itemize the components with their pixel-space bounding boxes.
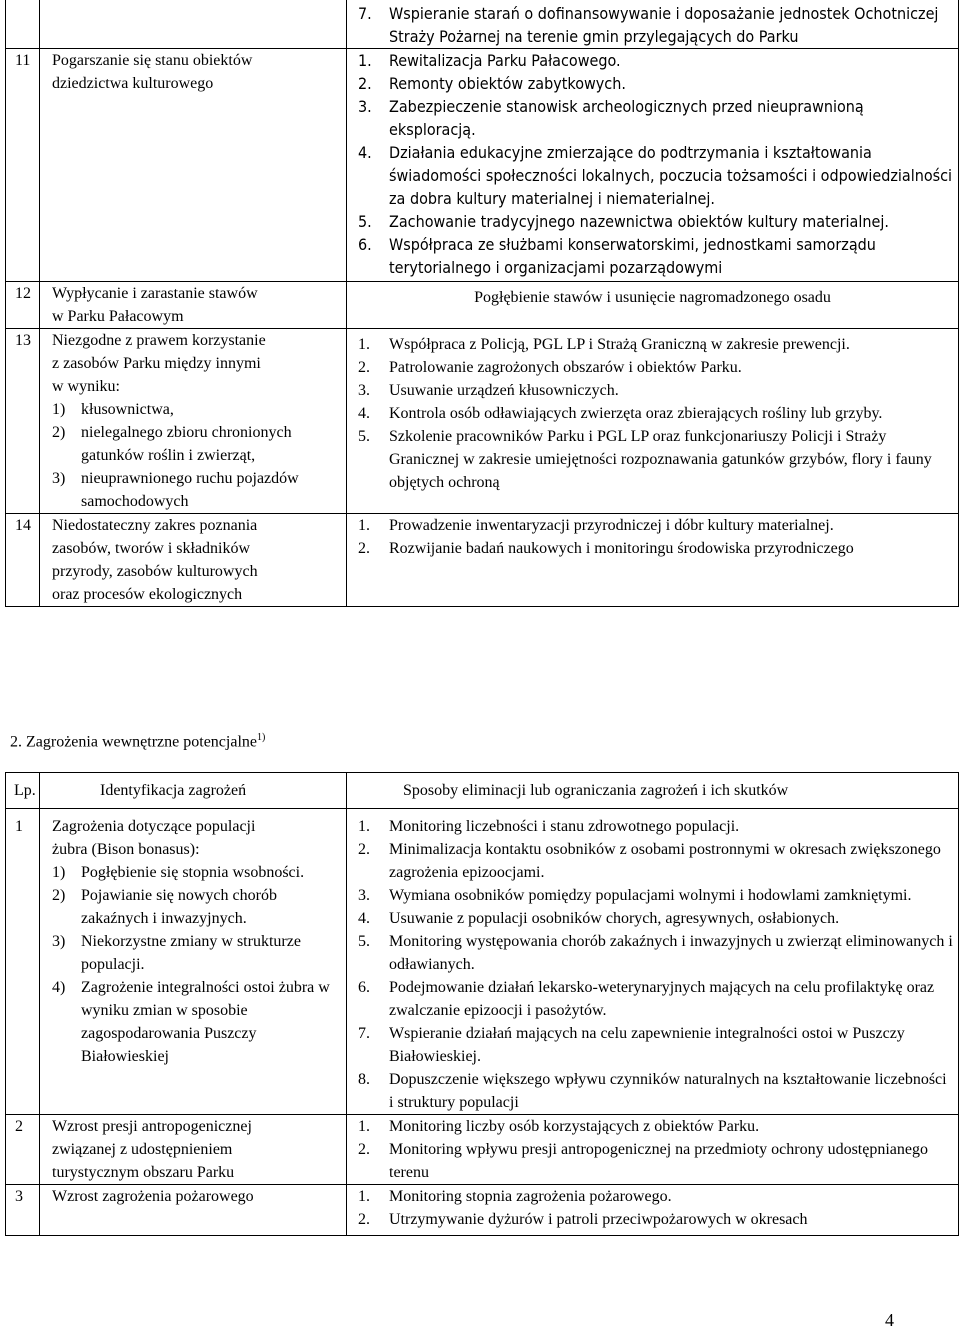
sublist-number: 3)	[52, 470, 66, 487]
lp-cell	[6, 282, 40, 329]
sublist-text: Pogłębienie się stopnia wsobności.	[81, 864, 305, 881]
measure-text: Zabezpieczenie stanowisk archeologicznych przed nieuprawnioną eksploracją.	[389, 97, 864, 139]
measure-text: Rewitalizacja Parku Pałacowego.	[389, 51, 621, 70]
measure-text: Monitoring liczby osób korzystających z obiektów Parku.	[389, 1118, 760, 1135]
identification-cell	[40, 809, 347, 1115]
sublist-item	[40, 930, 346, 976]
measures-cell	[347, 809, 959, 1115]
measure-text: Wspieranie działań mających na celu zapewnienie integralności ostoi w Puszczy Białowieskiej.	[389, 1025, 905, 1065]
identification-cell	[40, 329, 347, 514]
table-row	[6, 49, 959, 282]
identification-cell	[40, 49, 347, 282]
lp-cell	[6, 514, 40, 607]
measure-number: 4.	[358, 143, 372, 162]
sublist-number: 1)	[52, 864, 66, 881]
measure-number: 2.	[358, 1141, 370, 1158]
measure-item	[347, 1185, 958, 1208]
measure-number: 1.	[358, 1118, 370, 1135]
measure-number: 2.	[358, 1211, 370, 1228]
measure-text: Minimalizacja kontaktu osobników z osobami postronnymi w okresach zwiększonego zagrożenia epizoocjami.	[389, 841, 941, 881]
measures-cell	[347, 329, 959, 514]
measure-text: Monitoring wpływu presji antropogenicznej na przedmioty ochrony udostępnianego terenu	[389, 1141, 928, 1181]
measure-item	[347, 514, 958, 537]
sublist-text: Zagrożenie integralności ostoi żubra w wyniku zmian w sposobie zagospodarowania Puszczy Białowieskiej	[81, 979, 330, 1065]
measure-item	[347, 907, 958, 930]
measure-item	[347, 1068, 958, 1114]
threat-title-line: Wypłycanie i zarastanie stawów	[52, 285, 258, 302]
threat-sublist	[40, 861, 346, 1068]
threat-title-line: Wzrost presji antropogenicznej	[52, 1118, 252, 1135]
section-title: 2. Zagrożenia wewnętrzne potencjalne	[10, 733, 257, 751]
measure-number: 1.	[358, 818, 370, 835]
row-number: 11	[15, 52, 31, 69]
threat-title-line: żubra (Bison bonasus):	[52, 841, 200, 858]
sublist-number: 1)	[52, 401, 66, 418]
measure-text: Utrzymywanie dyżurów i patroli przeciwpożarowych w okresach	[389, 1211, 808, 1228]
measure-text: Współpraca z Policją, PGL LP i Strażą Graniczną w zakresie prewencji.	[389, 336, 850, 353]
measures-cell	[347, 514, 959, 607]
measure-text: Prowadzenie inwentaryzacji przyrodniczej i dóbr kultury materialnej.	[389, 517, 834, 534]
sublist-text: Pojawianie się nowych chorób zakaźnych i inwazyjnych.	[81, 887, 277, 927]
measure-item	[347, 233, 958, 279]
threat-title-line: Pogarszanie się stanu obiektów	[52, 52, 253, 69]
measure-item	[347, 402, 958, 425]
measures-cell	[347, 282, 959, 329]
measure-item	[347, 49, 958, 72]
measure-item	[347, 976, 958, 1022]
measure-number: 2.	[358, 74, 372, 93]
measure-text: Patrolowanie zagrożonych obszarów i obiektów Parku.	[389, 359, 742, 376]
measure-number: 4.	[358, 405, 370, 422]
table-row	[6, 329, 959, 514]
table-row	[6, 809, 959, 1115]
measure-text: Usuwanie z populacji osobników chorych, agresywnych, osłabionych.	[389, 910, 840, 927]
measure-text: Wymiana osobników pomiędzy populacjami wolnymi i hodowlami zamkniętymi.	[389, 887, 912, 904]
threat-title-line: zasobów, tworów i składników	[52, 540, 251, 557]
measure-item	[347, 333, 958, 356]
table-row	[6, 514, 959, 607]
sublist-text: nielegalnego zbioru chronionych gatunków roślin i zwierząt,	[81, 424, 292, 464]
identification-cell	[40, 1185, 347, 1236]
measures-cell	[347, 0, 959, 49]
measure-number: 3.	[358, 97, 372, 116]
threat-title-line: Niezgodne z prawem korzystanie	[52, 332, 266, 349]
threat-title-line: przyrody, zasobów kulturowych	[52, 563, 258, 580]
measure-text: Monitoring stopnia zagrożenia pożarowego.	[389, 1188, 672, 1205]
sublist-number: 3)	[52, 933, 66, 950]
measures-list	[347, 2, 958, 48]
threat-title-line: z zasobów Parku między innymi	[52, 355, 261, 372]
measure-item	[347, 838, 958, 884]
row-number: 3	[15, 1188, 23, 1205]
row-number: 1	[15, 818, 23, 835]
sublist-item	[40, 861, 346, 884]
measure-text: Szkolenie pracowników Parku i PGL LP oraz funkcjonariuszy Policji i Straży Granicznej w zakresie umiejętności rozpoznawania gatunków grzybów, flory i fauny objętych ochroną	[389, 428, 932, 491]
header-lp: Lp.	[6, 773, 40, 809]
measure-item	[347, 141, 958, 210]
sublist-item	[40, 398, 346, 421]
measure-number: 1.	[358, 517, 370, 534]
measures-list	[347, 514, 958, 560]
measure-number: 2.	[358, 841, 370, 858]
sublist-item	[40, 467, 346, 513]
measure-text: Rozwijanie badań naukowych i monitoringu środowiska przyrodniczego	[389, 540, 854, 557]
measure-text: Usuwanie urządzeń kłusowniczych.	[389, 382, 619, 399]
sublist-number: 4)	[52, 979, 66, 996]
measure-text: Podejmowanie działań lekarsko-weterynaryjnych mających na celu profilaktykę oraz zwalczanie epizoocji i pasożytów.	[389, 979, 935, 1019]
identification-cell	[40, 0, 347, 49]
sublist-number: 2)	[52, 887, 66, 904]
header-identification: Identyfikacja zagrożeń	[40, 773, 347, 809]
lp-cell	[6, 1115, 40, 1185]
header-measures: Sposoby eliminacji lub ograniczania zagrożeń i ich skutków	[347, 773, 959, 809]
measures-list	[347, 1185, 958, 1231]
measure-item	[347, 356, 958, 379]
measures-list	[347, 333, 958, 494]
row-number: 12	[15, 285, 31, 302]
sublist-item	[40, 884, 346, 930]
page-number: 4	[885, 1310, 894, 1330]
measure-item	[347, 1208, 958, 1231]
sublist-text: nieuprawnionego ruchu pojazdów samochodowych	[81, 470, 299, 510]
measure-number: 6.	[358, 235, 372, 254]
measure-text: Wspieranie starań o dofinansowywanie i doposażanie jednostek Ochotniczej Straży Pożarnej na terenie gmin przylegających do Parku	[389, 4, 939, 46]
measure-number: 2.	[358, 359, 370, 376]
measures-cell	[347, 1115, 959, 1185]
threat-title-line: dziedzictwa kulturowego	[52, 75, 214, 92]
measure-item	[347, 537, 958, 560]
measures-cell	[347, 1185, 959, 1236]
measure-text: Monitoring występowania chorób zakaźnych i inwazyjnych u zwierząt eliminowanych i odławianych.	[389, 933, 953, 973]
measure-number: 7.	[358, 4, 372, 23]
footnote-ref: 1)	[256, 732, 266, 743]
lp-cell	[6, 1185, 40, 1236]
threat-title-line: w Parku Pałacowym	[52, 308, 184, 325]
threat-sublist	[40, 398, 346, 513]
measure-item	[347, 95, 958, 141]
measure-number: 1.	[358, 1188, 370, 1205]
measure-number: 8.	[358, 1071, 370, 1088]
measure-item	[347, 1022, 958, 1068]
measures-list	[347, 815, 958, 1114]
internal-threats-table	[5, 772, 959, 1236]
measure-item	[347, 425, 958, 494]
table-row	[6, 1115, 959, 1185]
measure-item	[347, 210, 958, 233]
threat-title-line: Wzrost zagrożenia pożarowego	[52, 1188, 254, 1205]
lp-cell	[6, 49, 40, 282]
row-number: 13	[15, 332, 31, 349]
measure-number: 1.	[358, 51, 372, 70]
table-row	[6, 0, 959, 49]
measure-text: Remonty obiektów zabytkowych.	[389, 74, 626, 93]
sublist-text: Niekorzystne zmiany w strukturze populacji.	[81, 933, 301, 973]
measure-item	[347, 1138, 958, 1184]
measure-text: Współpraca ze służbami konserwatorskimi, jednostkami samorządu terytorialnego i organizacjami pozarządowymi	[389, 235, 876, 277]
threat-title-line: w wyniku:	[52, 378, 120, 395]
measure-number: 4.	[358, 910, 370, 927]
measure-text: Zachowanie tradycyjnego nazewnictwa obiektów kultury materialnej.	[389, 212, 889, 231]
measure-item	[347, 379, 958, 402]
measure-item	[347, 2, 958, 48]
measure-text: Pogłębienie stawów i usunięcie nagromadzonego osadu	[474, 289, 831, 306]
threat-title-line: oraz procesów ekologicznych	[52, 586, 243, 603]
lp-cell	[6, 0, 40, 49]
identification-cell	[40, 282, 347, 329]
table-header-row	[6, 773, 959, 809]
measure-item	[347, 1115, 958, 1138]
measures-cell	[347, 49, 959, 282]
threat-title-line: związanej z udostępnieniem	[52, 1141, 233, 1158]
measure-text: Działania edukacyjne zmierzające do podtrzymania i kształtowania świadomości społeczności lokalnych, poczucia tożsamości i odpowiedzialności za dobra kultury materialnej i niematerialnej.	[389, 143, 953, 208]
measures-list	[347, 49, 958, 279]
measure-item	[347, 815, 958, 838]
threat-title-line: Niedostateczny zakres poznania	[52, 517, 258, 534]
table-row	[6, 282, 959, 329]
measure-number: 7.	[358, 1025, 370, 1042]
sublist-item	[40, 976, 346, 1068]
identification-cell	[40, 514, 347, 607]
lp-cell	[6, 809, 40, 1115]
threats-table-continued	[5, 0, 959, 607]
sublist-item	[40, 421, 346, 467]
measure-item	[347, 884, 958, 907]
measure-text: Monitoring liczebności i stanu zdrowotnego populacji.	[389, 818, 740, 835]
measures-list	[347, 1115, 958, 1184]
measure-number: 5.	[358, 428, 370, 445]
table-row	[6, 1185, 959, 1236]
threat-title-line: turystycznym obszaru Parku	[52, 1164, 235, 1181]
row-number: 2	[15, 1118, 23, 1135]
measure-text: Dopuszczenie większego wpływu czynników naturalnych na kształtowanie liczebności i struktury populacji	[389, 1071, 947, 1111]
measure-number: 1.	[358, 336, 370, 353]
measure-number: 2.	[358, 540, 370, 557]
measure-item	[347, 72, 958, 95]
measure-number: 3.	[358, 887, 370, 904]
measure-number: 6.	[358, 979, 370, 996]
row-number: 14	[15, 517, 31, 534]
threat-title-line: Zagrożenia dotyczące populacji	[52, 818, 256, 835]
lp-cell	[6, 329, 40, 514]
identification-cell	[40, 1115, 347, 1185]
measure-number: 5.	[358, 212, 372, 231]
measure-item	[347, 930, 958, 976]
measure-number: 5.	[358, 933, 370, 950]
sublist-text: kłusownictwa,	[81, 401, 174, 418]
measure-text: Kontrola osób odławiających zwierzęta oraz zbierających rośliny lub grzyby.	[389, 405, 883, 422]
measure-number: 3.	[358, 382, 370, 399]
sublist-number: 2)	[52, 424, 66, 441]
section-heading	[10, 726, 265, 753]
